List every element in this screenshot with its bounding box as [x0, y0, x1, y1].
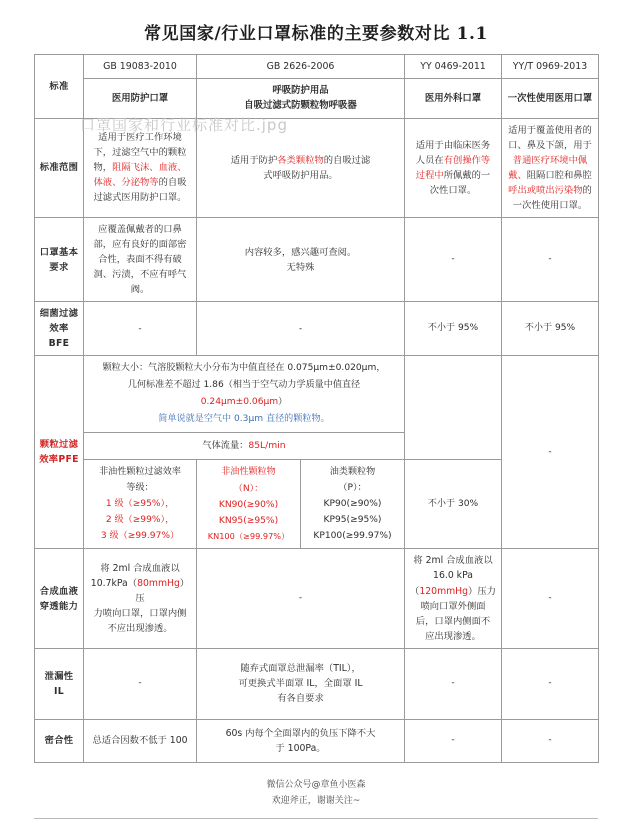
- rowhead-leakage-l2: IL: [54, 685, 64, 697]
- scope-gb19083-l3: [88, 160, 192, 175]
- flow-left-value: 85L/min: [248, 439, 286, 451]
- scope-yyt0969-l3: 普通医疗环境中佩: [512, 154, 588, 166]
- scope-gb2626-l1: [201, 153, 400, 168]
- blood-gb19083-l3: 力喷向口罩，口罩内侧: [93, 608, 187, 620]
- scope-yyt0969-l6: 一次性使用口罩。: [512, 199, 588, 211]
- basic-gb19083-l4: 洞、污渍，不应有呼气: [93, 269, 187, 281]
- rowhead-basic-requirements: [35, 217, 84, 301]
- table-row-basic-requirements: [35, 217, 599, 301]
- pfe-gb19083-grade2: 2 级（≥99%），: [105, 515, 175, 526]
- blood-gb19083-l2-red: 80mmHg: [137, 577, 180, 589]
- cell-leakage-yy0469: -: [405, 648, 502, 719]
- rowhead-fit: 密合性: [35, 719, 84, 762]
- flow-left-label: 气体流量：: [202, 439, 249, 451]
- basic-gb19083-l3: 合性，表面不得有破: [98, 254, 182, 266]
- scope-gb2626-l2: 式呼吸防护用品。: [263, 169, 338, 181]
- basic-gb19083-l5: 阀。: [130, 284, 150, 296]
- basic-gb2626-l1: 内容较多，感兴趣可查阅。: [244, 246, 357, 258]
- cell-fit-gb19083: 总适合因数不低于 100: [84, 719, 197, 762]
- particle-note-l2: [88, 377, 400, 411]
- rowhead-scope: 标准范围: [35, 118, 84, 217]
- scope-gb19083-l3-pre: 物，: [93, 162, 113, 174]
- particle-note-l1-pre: 颗粒大小：气溶胶颗粒大小分布为中值直径在: [102, 363, 288, 374]
- comparison-table: [34, 54, 599, 763]
- blood-yy0469-l4: 喷向口罩外侧面: [420, 600, 486, 612]
- cell-scope-yyt0969: [502, 118, 599, 217]
- page-title: 常见国家/行业口罩标准的主要参数对比 1.1: [144, 24, 488, 44]
- cell-basic-gb2626: [197, 217, 405, 301]
- cell-pfe-gb2626-n: [197, 459, 301, 549]
- rowhead-leakage-l1: 泄漏性: [44, 670, 74, 682]
- pfe-p-title: 油类颗粒物: [329, 466, 376, 477]
- scope-yy0469-l3-red: 过程中: [415, 169, 444, 181]
- particle-note-l1: [88, 360, 400, 377]
- particle-note-l2-pre: 几何标准差不超过 1.86（相当于空气动力学质量中值直径: [127, 380, 361, 391]
- cell-leakage-gb2626: [197, 648, 405, 719]
- particle-note-l1-val: 0.075μm±0.020μm，: [287, 363, 386, 374]
- scope-yy0469-l2-pre: 人员在: [415, 154, 444, 166]
- footer-line-1: 微信公众号@章鱼小医森: [266, 779, 366, 790]
- scope-yyt0969-l5-post: 的: [582, 184, 592, 196]
- blood-gb19083-l4: 不应出现渗透。: [107, 623, 173, 635]
- rowhead-standard: 标准: [35, 55, 84, 119]
- rowhead-basic-l1: 口罩基本: [39, 246, 79, 258]
- scope-yy0469-l2: [409, 153, 497, 168]
- table-row-standard-code: [35, 55, 599, 79]
- header-name-gb19083: 医用防护口罩: [84, 79, 197, 118]
- rowhead-pfe: [35, 356, 84, 549]
- cell-pfe-yy0469: 不小于 30%: [405, 459, 502, 549]
- rowhead-blood-l2: 穿透能力: [39, 600, 79, 612]
- header-code-gb19083: GB 19083-2010: [84, 55, 197, 79]
- header-name-yyt0969: 一次性使用医用口罩: [502, 79, 599, 118]
- rowhead-blood: [35, 549, 84, 648]
- scope-yyt0969-l4-rest: 阻隔口腔和鼻腔: [526, 169, 592, 181]
- cell-scope-yy0469: [405, 118, 502, 217]
- pfe-gb19083-subtitle: 等级：: [126, 482, 154, 493]
- pfe-p-grade2: KP95(≥95%): [323, 515, 382, 526]
- blood-gb19083-l2: [88, 576, 192, 606]
- rowhead-blood-l1: 合成血液: [39, 585, 79, 597]
- blood-gb19083-l2-post: ）压: [135, 577, 190, 605]
- rowhead-pfe-l2: 效率PFE: [39, 454, 79, 466]
- blood-gb19083-l1: 将 2ml 合成血液以: [100, 562, 180, 574]
- cell-fit-yy0469: -: [405, 719, 502, 762]
- cell-blood-gb19083: [84, 549, 197, 648]
- scope-yyt0969-l4: [506, 168, 594, 183]
- table-row-leakage: [35, 648, 599, 719]
- table-row-scope: [35, 118, 599, 217]
- fit-gb2626-l1: 60s 内每个全面罩内的负压下降不大: [225, 727, 376, 739]
- scope-yyt0969-l4-red: 戴、: [508, 169, 527, 181]
- scope-yyt0969-l1: 适用于覆盖使用者的: [508, 124, 592, 136]
- leakage-gb2626-l1: 随弃式面罩总泄漏率（TIL），: [240, 663, 361, 675]
- pfe-p-subtitle: （P）：: [338, 482, 367, 493]
- header-name-gb2626: [197, 79, 405, 118]
- cell-fit-gb2626: [197, 719, 405, 762]
- blood-yy0469-l3-red: 120mmHg: [419, 585, 469, 597]
- pfe-p-grade3: KP100(≥99.97%): [313, 531, 392, 542]
- leakage-gb2626-l3: 有各自要求: [277, 693, 324, 705]
- table-row-bfe: [35, 302, 599, 356]
- pfe-p-grade1: KP90(≥90%): [323, 498, 382, 509]
- pfe-n-subtitle: （N）：: [233, 483, 264, 494]
- scope-gb19083-l3-red: 阻隔飞沫、血液、: [112, 162, 187, 174]
- blood-yy0469-l5: 后，口罩内侧面不: [415, 615, 491, 627]
- scope-yy0469-l4: 次性口罩。: [429, 184, 477, 196]
- cell-bfe-yy0469: 不小于 95%: [405, 302, 502, 356]
- blood-yy0469-l6: 应出现渗透。: [425, 630, 481, 642]
- rowhead-leakage: [35, 648, 84, 719]
- scope-gb19083-l4-red: 体液、分泌物等: [93, 177, 159, 189]
- cell-fit-yyt0969: -: [502, 719, 599, 762]
- table-row-standard-name: [35, 79, 599, 118]
- cell-leakage-gb19083: -: [84, 648, 197, 719]
- cell-pfe-gb2626-p: [301, 459, 405, 549]
- header-code-yyt0969: YY/T 0969-2013: [502, 55, 599, 79]
- cell-basic-gb19083: [84, 217, 197, 301]
- scope-gb19083-l1: 适用于医疗工作环境: [98, 132, 182, 144]
- cell-leakage-yyt0969: -: [502, 648, 599, 719]
- watermark-text: 口罩国家和行业标准对比.jpg: [80, 116, 288, 134]
- rowhead-basic-l2: 要求: [49, 261, 69, 273]
- pfe-n-grade2: KN95(≥95%): [218, 515, 279, 526]
- particle-note-l2-post: ）: [278, 396, 288, 407]
- fit-gb2626-l2: 于 100Pa。: [275, 742, 326, 754]
- cell-scope-gb2626: [197, 118, 405, 217]
- rowhead-pfe-l1: 颗粒过滤: [39, 439, 79, 451]
- header-name-gb2626-line2: 自吸过滤式防颗粒物呼吸器: [244, 100, 357, 112]
- scope-yy0469-l3: [409, 168, 497, 183]
- scope-yyt0969-l5-red: 呼出或喷出污染物: [508, 184, 583, 196]
- basic-gb2626-l2: 无特殊: [286, 261, 315, 273]
- cell-bfe-gb19083: -: [84, 302, 197, 356]
- cell-particle-size-note: [84, 356, 405, 432]
- table-row-blood-penetration: [35, 549, 599, 648]
- cell-particle-note-yy0469-spacer: [405, 356, 502, 459]
- header-code-gb2626: GB 2626-2006: [197, 55, 405, 79]
- header-name-gb2626-line1: 呼吸防护用品: [272, 85, 329, 97]
- blood-yy0469-l3-pre: （: [410, 585, 420, 597]
- scope-yyt0969-l5: [506, 183, 594, 198]
- footer-line-2: 欢迎斧正，谢谢关注~: [271, 795, 361, 806]
- cell-blood-yyt0969: -: [502, 549, 599, 648]
- blood-gb19083-l2-pre: 10.7kPa（: [90, 577, 138, 589]
- blood-yy0469-l3: [409, 584, 497, 599]
- basic-gb19083-l1: 应覆盖佩戴者的口鼻: [98, 223, 182, 235]
- scope-gb19083-l5: 过滤式医用防护口罩。: [93, 192, 187, 204]
- cell-pfe-yyt0969: -: [502, 356, 599, 549]
- pfe-gb19083-grade1: 1 级（≥95%），: [105, 498, 175, 509]
- scope-gb2626-post: 的自吸过滤: [323, 154, 371, 166]
- blood-yy0469-l2: 16.0 kPa: [433, 570, 473, 582]
- scope-yy0469-l1: 适用于由临床医务: [415, 139, 491, 151]
- pfe-n-title: 非油性颗粒物: [221, 467, 276, 478]
- comparison-table-wrap: [34, 54, 598, 763]
- scope-yyt0969-l2: 口、鼻及下颌，用于: [508, 139, 592, 151]
- blood-yy0469-l1: 将 2ml 合成血液以: [413, 555, 493, 567]
- pfe-n-grade3: KN100（≥99.97%）: [207, 531, 290, 542]
- rowhead-bfe-l2: 效率 BFE: [48, 323, 70, 350]
- table-row-particle-size-note: [35, 356, 599, 432]
- particle-note-l3: 简单说就是空气中 0.3μm 直径的颗粒物。: [158, 413, 330, 424]
- cell-blood-gb2626: -: [197, 549, 405, 648]
- cell-scope-gb19083: [84, 118, 197, 217]
- cell-flow-left: [84, 432, 405, 459]
- blood-yy0469-l3-post: ）压力: [468, 585, 496, 597]
- leakage-gb2626-l2: 可更换式半面罩 IL，全面罩 IL: [238, 678, 363, 690]
- table-row-fit: [35, 719, 599, 762]
- pfe-n-grade1: KN90(≥90%): [218, 499, 279, 510]
- basic-gb19083-l2: 部，应有良好的面部密: [93, 239, 187, 251]
- header-name-yy0469: 医用外科口罩: [405, 79, 502, 118]
- cell-bfe-gb2626: -: [197, 302, 405, 356]
- particle-note-l2-red: 0.24μm±0.06μm: [200, 396, 279, 407]
- scope-gb2626-red: 各类颗粒物: [277, 154, 324, 166]
- header-code-yy0469: YY 0469-2011: [405, 55, 502, 79]
- rowhead-bfe: [35, 302, 84, 356]
- pfe-gb19083-grade3: 3 级（≥99.97%）: [100, 531, 180, 542]
- cell-basic-yy0469: -: [405, 217, 502, 301]
- cell-pfe-gb19083: [84, 459, 197, 549]
- scope-gb2626-pre: 适用于防护: [230, 154, 278, 166]
- scope-gb19083-l2: 下，过滤空气中的颗粒: [93, 147, 187, 159]
- cell-bfe-yyt0969: 不小于 95%: [502, 302, 599, 356]
- cell-basic-yyt0969: -: [502, 217, 599, 301]
- scope-gb19083-l4-post: 的自吸: [158, 177, 187, 189]
- footer: [0, 763, 632, 809]
- scope-gb19083-l4: [88, 175, 192, 190]
- cell-blood-yy0469: [405, 549, 502, 648]
- rowhead-bfe-l1: 细菌过滤: [39, 308, 79, 320]
- scope-yy0469-l3-post: 所佩戴的一: [443, 169, 491, 181]
- scope-yy0469-l2-red: 有创操作等: [443, 154, 491, 166]
- pfe-gb19083-title: 非油性颗粒过滤效率: [99, 466, 181, 477]
